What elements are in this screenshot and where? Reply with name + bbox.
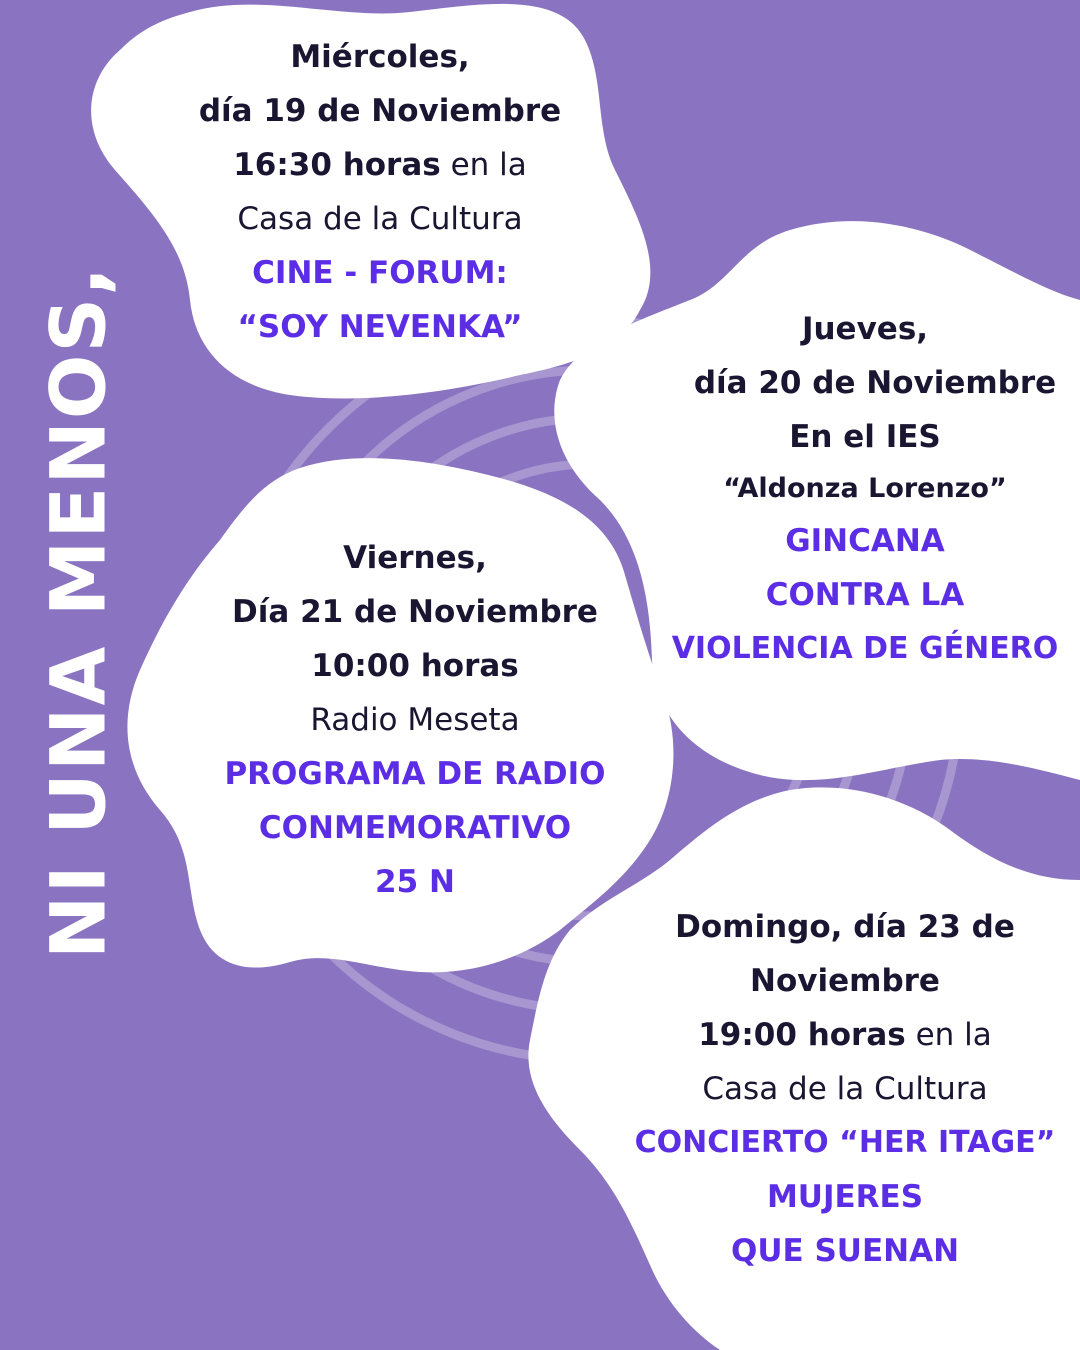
event-place: Casa de la Cultura bbox=[702, 1071, 988, 1107]
event-activity: “SOY NEVENKA” bbox=[237, 309, 523, 345]
event-place: Radio Meseta bbox=[310, 702, 520, 738]
event-time-line bbox=[615, 1008, 1075, 1062]
event-activity: GINCANA bbox=[785, 523, 945, 559]
event-activity: QUE SUENAN bbox=[730, 1233, 960, 1269]
side-title-text: NI UNA MENOS, bbox=[33, 264, 123, 960]
event-activity: CONTRA LA bbox=[765, 577, 965, 613]
event-time: 10:00 horas bbox=[311, 648, 519, 684]
event-month: Noviembre bbox=[750, 963, 940, 999]
event-day-date: Domingo, día 23 de bbox=[675, 909, 1015, 945]
event-time-line bbox=[180, 138, 580, 192]
event-activity: PROGRAMA DE RADIO bbox=[224, 756, 606, 792]
event-activity: VIOLENCIA DE GÉNERO bbox=[671, 631, 1059, 666]
event-date: día 19 de Noviembre bbox=[198, 93, 562, 129]
event-time-suffix: en la bbox=[440, 147, 527, 183]
event-time: 16:30 horas bbox=[233, 147, 441, 183]
event-activity: CINE - FORUM: bbox=[252, 255, 508, 291]
event-sunday bbox=[615, 900, 1075, 1278]
event-place-name: “Aldonza Lorenzo” bbox=[723, 473, 1007, 504]
event-wednesday bbox=[180, 30, 580, 354]
event-activity: MUJERES bbox=[766, 1179, 924, 1215]
event-friday bbox=[210, 531, 620, 909]
event-time: 19:00 horas bbox=[698, 1017, 906, 1053]
event-date: Día 21 de Noviembre bbox=[232, 594, 598, 630]
event-day: Jueves, bbox=[801, 311, 929, 347]
event-time-suffix: en la bbox=[905, 1017, 992, 1053]
event-place: En el IES bbox=[789, 419, 941, 455]
event-day: Miércoles, bbox=[290, 39, 470, 75]
event-activity: CONMEMORATIVO bbox=[258, 810, 572, 846]
event-place: Casa de la Cultura bbox=[237, 201, 523, 237]
event-date: día 20 de Noviembre bbox=[693, 365, 1057, 401]
event-day: Viernes, bbox=[343, 540, 487, 576]
event-activity: CONCIERTO “HER ITAGE” bbox=[634, 1125, 1056, 1160]
event-thursday bbox=[655, 302, 1075, 676]
event-activity: 25 N bbox=[375, 864, 455, 900]
